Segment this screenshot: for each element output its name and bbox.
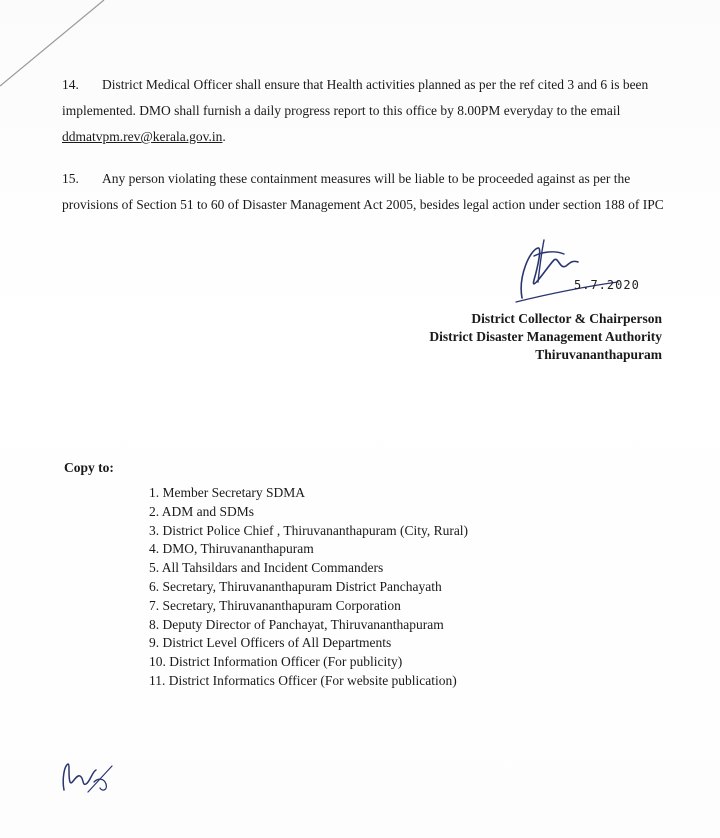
list-item: 3. District Police Chief , Thiruvananthapuram (City, Rural)	[149, 522, 469, 538]
email-link[interactable]: ddmatvpm.rev@kerala.gov.in	[62, 129, 223, 144]
list-item: 4. DMO, Thiruvananthapuram	[149, 541, 314, 557]
list-item: 9. District Level Officers of All Departments	[149, 635, 392, 651]
designation-line-2: District Disaster Management Authority	[429, 329, 662, 344]
copy-to-heading: Copy to:	[64, 460, 114, 475]
handwritten-signature	[508, 236, 678, 308]
paragraph-text: District Medical Officer shall ensure that Health activities planned as per the ref cited 3 and 6 is been implemented. DMO shall furnish a daily progress report to this office by 8.00PM everyday to the email	[62, 77, 649, 118]
signature-date: 5.7.2020	[574, 278, 640, 292]
paragraph-15	[62, 166, 664, 218]
list-item: 1. Member Secretary SDMA	[149, 485, 305, 500]
list-item: 6. Secretary, Thiruvananthapuram District Panchayath	[149, 578, 442, 594]
list-item: 2. ADM and SDMs	[149, 503, 255, 519]
paragraph-number: 15.	[62, 171, 79, 186]
list-item: 7. Secretary, Thiruvananthapuram Corporation	[149, 597, 401, 613]
copy-to-list	[149, 484, 468, 691]
list-item: 10. District Information Officer (For publicity)	[149, 654, 403, 670]
paragraph-number: 14.	[62, 77, 79, 92]
paragraph-trail: .	[222, 129, 226, 144]
list-item: 8. Deputy Director of Panchayat, Thiruvananthapuram	[149, 616, 444, 632]
signatory-designation	[429, 310, 662, 364]
paragraph-text: Any person violating these containment measures will be liable to be proceeded against as per the provisions of Section 51 to 60 of Disaster Management Act 2005, besides legal action under section 188 of IPC	[62, 171, 664, 212]
designation-line-3: Thiruvananthapuram	[535, 347, 662, 362]
list-item: 11. District Informatics Officer (For website publication)	[149, 672, 457, 688]
designation-line-1: District Collector & Chairperson	[471, 311, 662, 326]
paragraph-14	[62, 72, 664, 150]
list-item: 5. All Tahsildars and Incident Commanders	[149, 560, 384, 576]
handwritten-initials	[58, 756, 118, 796]
